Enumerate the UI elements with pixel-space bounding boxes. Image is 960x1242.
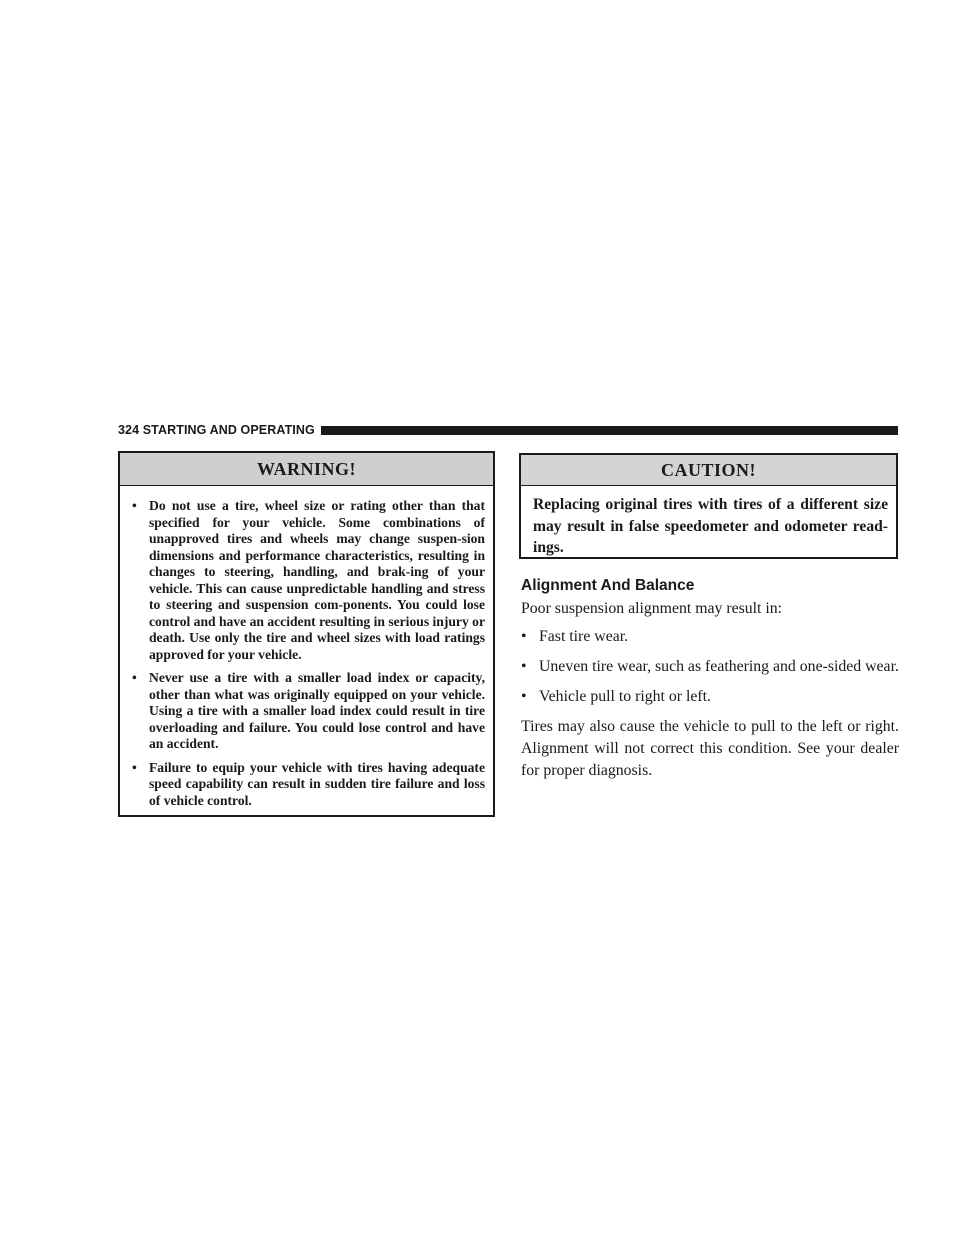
section-closing: Tires may also cause the vehicle to pull to the left or right. Alignment will not correct this condition. See your dealer for proper diagnosis. [521,718,899,779]
list-item-text: Vehicle pull to right or left. [539,688,711,705]
warning-box [118,451,495,817]
bullet-icon: • [132,670,137,685]
warning-item [132,760,485,810]
warning-item-text: Failure to equip your vehicle with tires having adequate speed capability can result in sudden tire failure and loss of vehicle control. [149,759,485,808]
alignment-list [521,626,899,708]
section-heading: Alignment And Balance [521,577,695,594]
warning-title: WARNING! [120,453,493,486]
list-item-text: Fast tire wear. [539,628,629,645]
caution-box [519,453,898,559]
list-item [521,656,899,678]
warning-item-text: Never use a tire with a smaller load index or capacity, other than what was originally equipped on your vehicle. Using a tire with a smaller load index could result in tire overloading and failure. You could lose control and have an accident. [149,670,485,751]
list-item [521,626,899,648]
alignment-section [521,576,899,782]
warning-item [132,670,485,753]
list-item [521,686,899,708]
caution-text: Replacing original tires with tires of a different size may result in false speedometer and odometer read-ings. [533,496,888,556]
warning-list [120,486,493,809]
page-number-and-section: 324 STARTING AND OPERATING [118,423,315,437]
bullet-icon: • [521,658,527,675]
warning-item [132,498,485,663]
page-header [118,423,898,437]
caution-title: CAUTION! [521,455,896,486]
bullet-icon: • [521,688,527,705]
bullet-icon: • [132,498,137,513]
bullet-icon: • [521,628,527,645]
header-rule [321,426,898,435]
section-intro: Poor suspension alignment may result in: [521,600,783,617]
warning-item-text: Do not use a tire, wheel size or rating other than that specified for your vehicle. Some combinations of unapproved tires and wheels may change suspen-sion dimensions and performance characteristics, resulting in changes to steering, handling, and brak-ing of your vehicle. This can cause unpredictable handling and stress to steering and suspension com-ponents. You could lose control and have an accident resulting in serious injury or death. Use only the tire and wheel sizes with load ratings approved for your vehicle. [149,498,485,662]
list-item-text: Uneven tire wear, such as feathering and one-sided wear. [539,658,899,675]
bullet-icon: • [132,759,137,775]
